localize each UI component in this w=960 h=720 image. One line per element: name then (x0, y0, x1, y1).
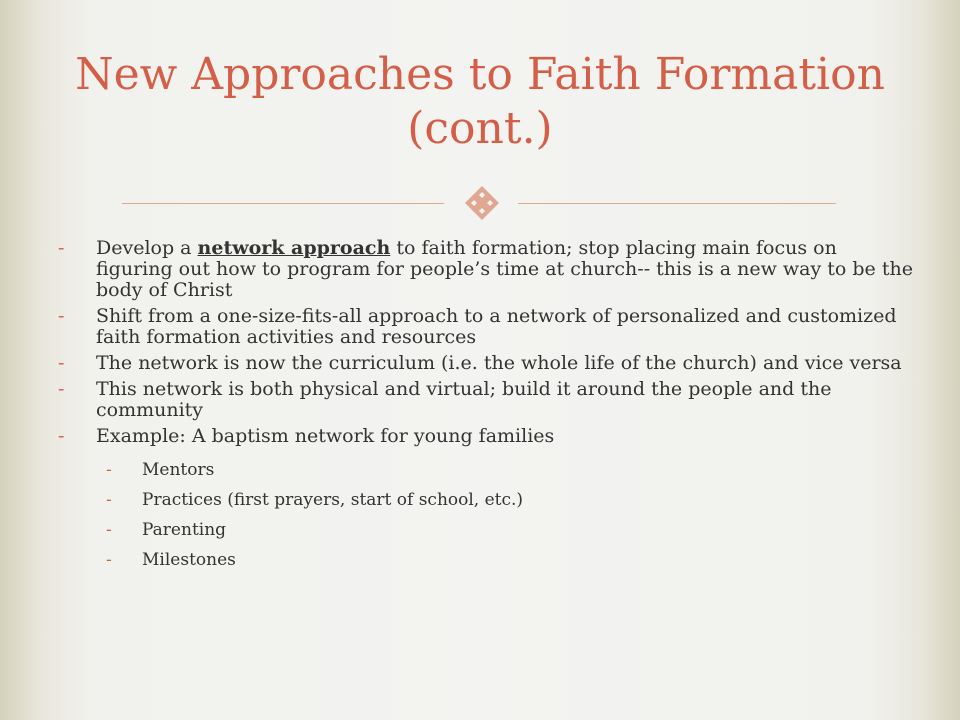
sub-bullet-dash: - (106, 460, 112, 480)
sub-bullet-dash: - (106, 490, 112, 510)
bullet-text-post: to faith formation; stop placing main focus on figuring out how to program for people’s time at church-- this is a new way to be the body of Christ (96, 237, 913, 301)
title-divider-left (122, 203, 444, 204)
bullet-dash: - (58, 352, 65, 374)
bullet-text: Shift from a one-size-fits-all approach to a network of personalized and customized faith formation activities and resources (96, 305, 897, 348)
bullet-item (58, 238, 918, 301)
bullet-text: Example: A baptism network for young families (96, 425, 555, 447)
four-diamond-ornament-icon (455, 184, 509, 222)
sub-bullet-dash: - (106, 550, 112, 570)
bullet-text: This network is both physical and virtual; build it around the people and the community (96, 378, 832, 421)
sub-bullet-text: Parenting (142, 520, 227, 540)
title-divider-right (518, 203, 836, 204)
sub-bullet-item (58, 549, 918, 571)
sub-bullet-item (58, 489, 918, 511)
bullet-text: The network is now the curriculum (i.e. the whole life of the church) and vice versa (96, 352, 902, 374)
bullet-keyword: network approach (197, 237, 391, 259)
bullet-dash: - (58, 237, 65, 259)
sub-bullet-text: Practices (first prayers, start of school, etc.) (142, 490, 524, 510)
sub-bullet-list (58, 459, 918, 571)
sub-bullet-item (58, 519, 918, 541)
bullet-item (58, 379, 918, 421)
bullet-dash: - (58, 378, 65, 400)
bullet-item (58, 306, 918, 348)
bullet-item (58, 353, 918, 374)
sub-bullet-dash: - (106, 520, 112, 540)
bullet-dash: - (58, 305, 65, 327)
bullet-dash: - (58, 425, 65, 447)
bullet-text-pre: Develop a (96, 237, 198, 259)
bullet-list (58, 238, 918, 579)
sub-bullet-item (58, 459, 918, 481)
sub-bullet-text: Milestones (142, 550, 236, 570)
bullet-item (58, 426, 918, 447)
slide-title: New Approaches to Faith Formation (cont.) (75, 49, 885, 154)
sub-bullet-text: Mentors (142, 460, 215, 480)
